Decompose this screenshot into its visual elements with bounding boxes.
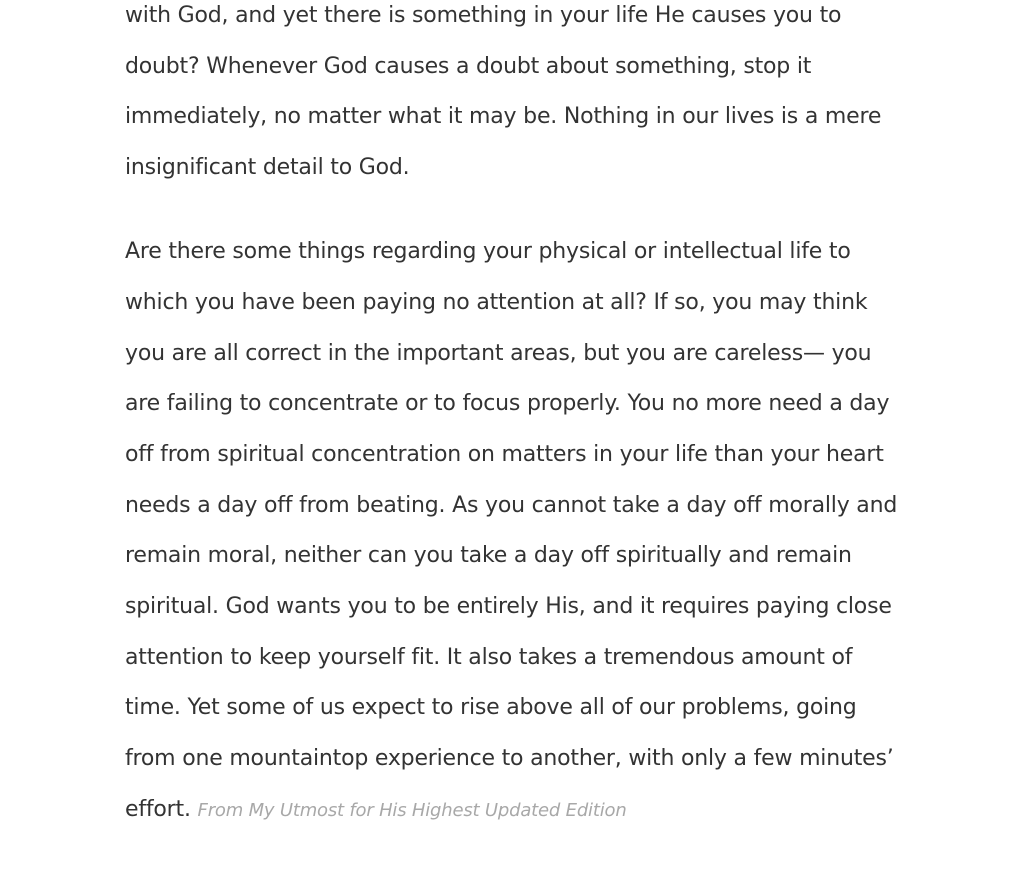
text-line: immediately, no matter what it may be. Nothing in our lives is a mere (125, 104, 882, 129)
text-line: you are all correct in the important areas, but you are careless— you (125, 341, 872, 366)
text-line: which you have been paying no attention at all? If so, you may think (125, 290, 868, 315)
text-line: doubt? Whenever God causes a doubt about something, stop it (125, 54, 812, 79)
source-attribution[interactable]: From My Utmost for His Highest Updated Edition (197, 800, 627, 821)
text-line: with God, and yet there is something in your life He causes you to (125, 3, 842, 28)
text-line: are failing to concentrate or to focus properly. You no more need a day (125, 391, 890, 416)
text-line: spiritual. God wants you to be entirely His, and it requires paying close (125, 594, 892, 619)
text-line: time. Yet some of us expect to rise above all of our problems, going (125, 695, 857, 720)
text-line: Are there some things regarding your physical or intellectual life to (125, 239, 851, 264)
text-line-content: effort. (125, 797, 191, 822)
text-line-last (125, 795, 627, 825)
text-line: remain moral, neither can you take a day off spiritually and remain (125, 543, 852, 568)
text-line: off from spiritual concentration on matters in your life than your heart (125, 442, 884, 467)
text-line: from one mountaintop experience to another, with only a few minutes’ (125, 746, 894, 771)
text-line: insignificant detail to God. (125, 155, 410, 180)
text-line: attention to keep yourself fit. It also takes a tremendous amount of (125, 645, 853, 670)
text-line: needs a day off from beating. As you cannot take a day off morally and (125, 493, 898, 518)
